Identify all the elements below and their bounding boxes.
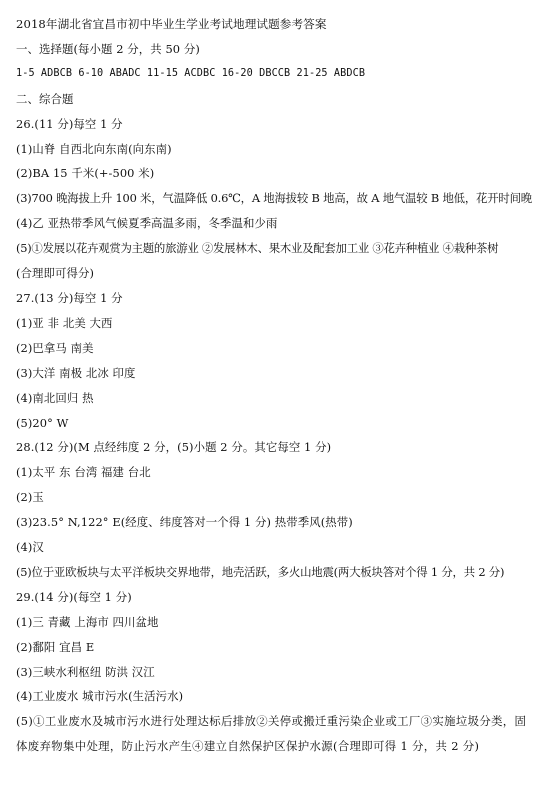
q28-answer-1: (1)太平 东 台湾 福建 台北 xyxy=(16,465,151,480)
q26-answer-5: (5)①发展以花卉观赏为主题的旅游业 ②发展林木、果木业及配套加工业 ③花卉种植业 ④栽种茶树 xyxy=(16,241,499,256)
q28-answer-3: (3)23.5° N,122° E(经度、纬度答对一个得 1 分) 热带季风(热带) xyxy=(16,515,353,530)
q26-answer-3: (3)700 晚海拔上升 100 米，气温降低 0.6℃，A 地海拔较 B 地高，故 A 地气温较 B 地低，花开时间晚 xyxy=(16,191,532,206)
q29-answer-3: (3)三峡水利枢纽 防洪 汉江 xyxy=(16,664,155,679)
document-title: 2018年湖北省宜昌市初中毕业生学业考试地理试题参考答案 xyxy=(16,17,327,31)
q28-answer-5: (5)位于亚欧板块与太平洋板块交界地带，地壳活跃，多火山地震(两大板块答对个得 1 分，共 2 分) xyxy=(16,564,505,579)
q26-answer-5-note: (合理即可得分) xyxy=(16,266,95,281)
q27-answer-1: (1)亚 非 北美 大西 xyxy=(16,315,113,330)
q26-answer-4: (4)乙 亚热带季风气候夏季高温多雨，冬季温和少雨 xyxy=(16,216,278,231)
section-1-heading: 一、选择题(每小题 2 分，共 50 分) xyxy=(16,41,200,56)
q28-header: 28.(12 分)(M 点经纬度 2 分，(5)小题 2 分。其它每空 1 分) xyxy=(16,440,332,455)
q26-answer-1: (1)山脊 自西北向东南(向东南) xyxy=(16,141,172,156)
q27-answer-5: (5)20° W xyxy=(16,415,69,430)
q28-answer-4: (4)汉 xyxy=(16,540,44,555)
q27-header: 27.(13 分)每空 1 分 xyxy=(16,290,123,305)
q27-answer-2: (2)巴拿马 南美 xyxy=(16,340,94,355)
answer-key-document xyxy=(16,12,538,759)
section-2-heading: 二、综合题 xyxy=(16,91,74,106)
q28-answer-2: (2)玉 xyxy=(16,490,44,505)
q29-answer-5: (5)①工业废水及城市污水进行处理达标后排放②关停或搬迁重污染企业或工厂③实施垃圾分类，固体废弃物集中处理，防止污水产生④建立自然保护区保护水源(合理即可得 1 分，共 2 分) xyxy=(16,714,527,754)
q26-header: 26.(11 分)每空 1 分 xyxy=(16,116,123,131)
q29-answer-1: (1)三 青藏 上海市 四川盆地 xyxy=(16,614,159,629)
q27-answer-4: (4)南北回归 热 xyxy=(16,390,94,405)
multiple-choice-answers: 1-5 ADBCB 6-10 ABADC 11-15 ACDBC 16-20 DBCCB 21-25 ABDCB xyxy=(16,67,366,79)
q27-answer-3: (3)大洋 南极 北冰 印度 xyxy=(16,365,136,380)
q29-answer-2: (2)鄱阳 宜昌 E xyxy=(16,639,95,654)
q29-header: 29.(14 分)(每空 1 分) xyxy=(16,589,132,604)
q29-answer-4: (4)工业废水 城市污水(生活污水) xyxy=(16,689,184,704)
q26-answer-2: (2)BA 15 千米(+-500 米) xyxy=(16,166,155,181)
